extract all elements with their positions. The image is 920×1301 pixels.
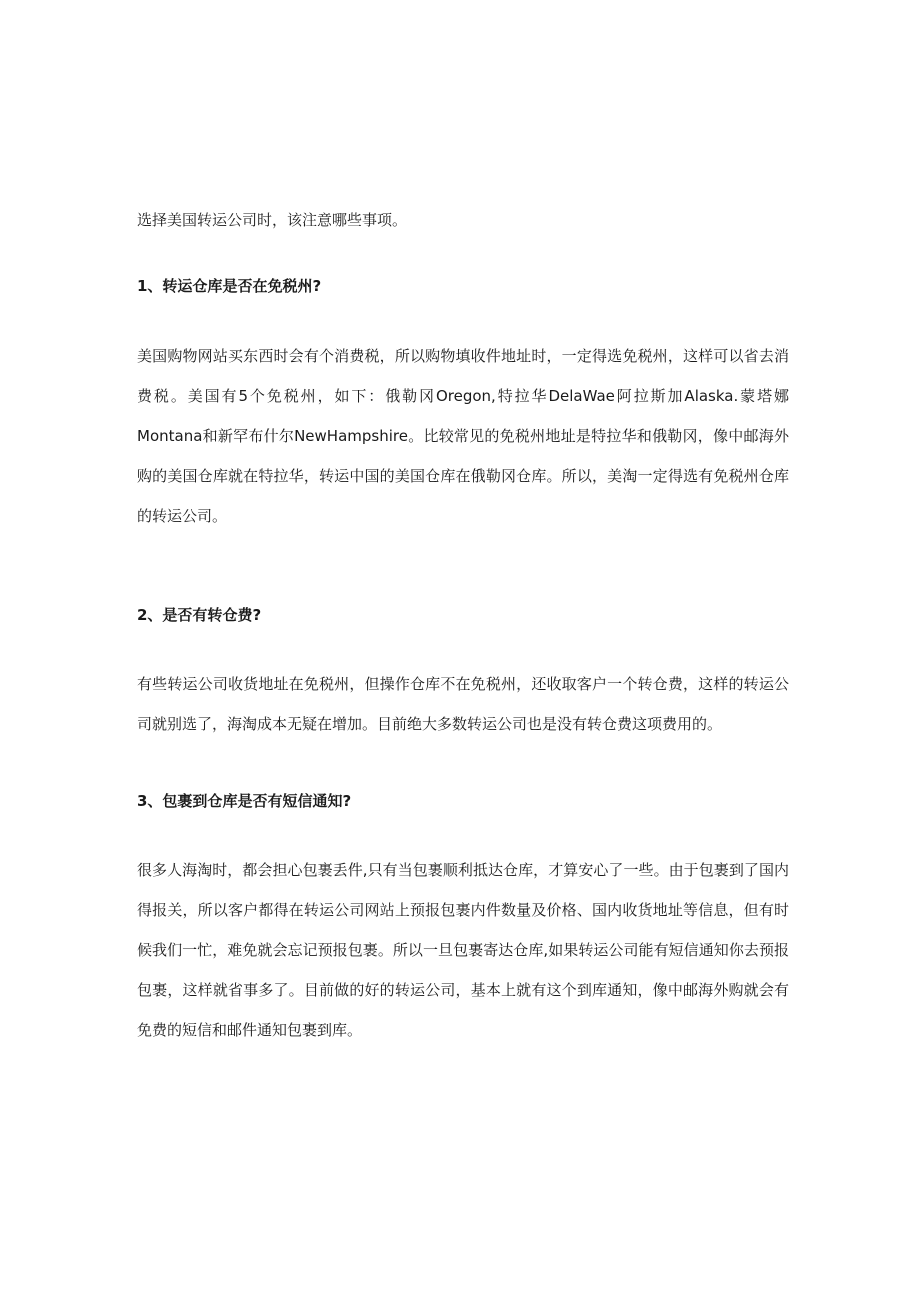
section-3-body: 很多人海淘时，都会担心包裹丢件,只有当包裹顺利抵达仓库，才算安心了一些。由于包裹到了国内得报关，所以客户都得在转运公司网站上预报包裹内件数量及价格、国内收货地址等信息，但有时候我们一忙，难免就会忘记预报包裹。所以一旦包裹寄达仓库,如果转运公司能有短信通知你去预报包裹，这样就省事多了。目前做的好的转运公司，基本上就有这个到库通知，像中邮海外购就会有免费的短信和邮件通知包裹到库。	[137, 861, 789, 1039]
section-2-body: 有些转运公司收货地址在免税州，但操作仓库不在免税州，还收取客户一个转仓费，这样的转运公司就别选了，海淘成本无疑在增加。目前绝大多数转运公司也是没有转仓费这项费用的。	[137, 675, 789, 733]
section-2-heading: 2、是否有转仓费?	[137, 606, 262, 624]
intro-paragraph: 选择美国转运公司时，该注意哪些事项。	[137, 211, 408, 229]
section-3-heading: 3、包裹到仓库是否有短信通知?	[137, 792, 352, 810]
section-1-body: 美国购物网站买东西时会有个消费税，所以购物填收件地址时，一定得选免税州，这样可以省去消费税。美国有5个免税州，如下：俄勒冈Oregon,特拉华DelaWae阿拉斯加Alaska.蒙塔娜Montana和新罕布什尔NewHampshire。比较常见的免税州地址是特拉华和俄勒冈，像中邮海外购的美国仓库就在特拉华，转运中国的美国仓库在俄勒冈仓库。所以，美淘一定得选有免税州仓库的转运公司。	[137, 347, 789, 525]
section-1-heading: 1、转运仓库是否在免税州?	[137, 277, 322, 295]
